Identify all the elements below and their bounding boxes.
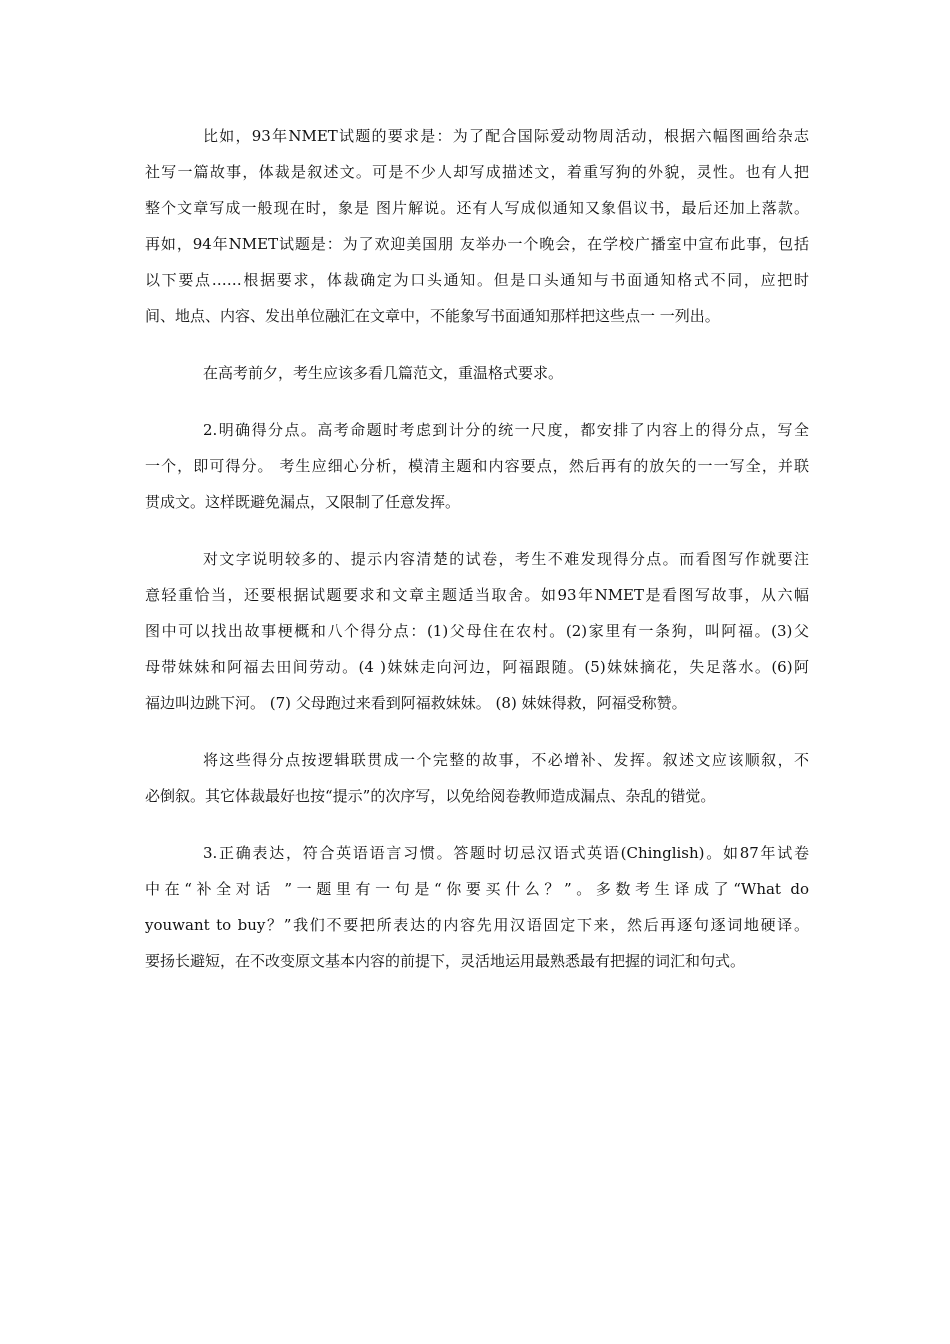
paragraph-format-examples <box>145 118 809 334</box>
paragraph-correct-expression <box>145 835 809 979</box>
document-body <box>145 118 809 1000</box>
text-line: 福边叫边跳下河。 (7) 父母跑过来看到阿福救妹妹。 (8) 妹妹得救，阿福受称赞。 <box>145 694 687 712</box>
paragraph-exam-eve <box>145 355 809 391</box>
text-line: 中在“补全对话 ”一题里有一句是“你要买什么？”。多数考生译成了“What do <box>145 880 809 898</box>
text-line: 对文字说明较多的、提示内容清楚的试卷，考生不难发现得分点。而看图写作就要注 <box>203 550 809 568</box>
text-line: 一个，即可得分。 考生应细心分析，模清主题和内容要点，然后再有的放矢的一一写全，并联 <box>145 457 809 475</box>
text-line: 图中可以找出故事梗概和八个得分点：(1)父母住在农村。(2)家里有一条狗，叫阿福。(3)父 <box>145 622 809 640</box>
text-line: 贯成文。这样既避免漏点，又限制了任意发挥。 <box>145 493 461 511</box>
text-line: 母带妹妹和阿福去田间劳动。(4 )妹妹走向河边，阿福跟随。(5)妹妹摘花，失足落水。(6)阿 <box>145 658 809 676</box>
paragraph-picture-writing <box>145 541 809 721</box>
text-line: youwant to buy？”我们不要把所表达的内容先用汉语固定下来，然后再逐句逐词地硬译。 <box>145 916 809 934</box>
text-line: 间、地点、内容、发出单位融汇在文章中，不能象写书面通知那样把这些点一 一列出。 <box>145 307 720 325</box>
text-line: 要扬长避短，在不改变原文基本内容的前提下，灵活地运用最熟悉最有把握的词汇和句式。 <box>145 952 746 970</box>
text-line: 比如，93年NMET试题的要求是：为了配合国际爱动物周活动，根据六幅图画给杂志 <box>203 127 809 145</box>
text-line: 意轻重恰当，还要根据试题要求和文章主题适当取舍。如93年NMET是看图写故事，从六幅 <box>145 586 809 604</box>
text-line: 2.明确得分点。高考命题时考虑到计分的统一尺度，都安排了内容上的得分点，写全 <box>203 421 809 439</box>
paragraph-scoring-points <box>145 412 809 520</box>
paragraph-narrative-order <box>145 742 809 814</box>
text-line: 必倒叙。其它体裁最好也按“提示”的次序写，以免给阅卷教师造成漏点、杂乱的错觉。 <box>145 787 716 805</box>
text-line: 以下要点……根据要求，体裁确定为口头通知。但是口头通知与书面通知格式不同，应把时 <box>145 271 809 289</box>
text-line: 3.正确表达，符合英语语言习惯。答题时切忌汉语式英语(Chinglish)。如87年试卷 <box>203 844 809 862</box>
text-line: 整个文章写成一般现在时，象是 图片解说。还有人写成似通知又象倡议书，最后还加上落款。 <box>145 199 809 217</box>
text-line: 将这些得分点按逻辑联贯成一个完整的故事，不必增补、发挥。叙述文应该顺叙，不 <box>203 751 809 769</box>
text-line: 社写一篇故事，体裁是叙述文。可是不少人却写成描述文，着重写狗的外貌，灵性。也有人把 <box>145 163 809 181</box>
text-line: 再如，94年NMET试题是：为了欢迎美国朋 友举办一个晚会，在学校广播室中宣布此事，包括 <box>145 235 809 253</box>
text-line: 在高考前夕，考生应该多看几篇范文，重温格式要求。 <box>203 364 564 382</box>
